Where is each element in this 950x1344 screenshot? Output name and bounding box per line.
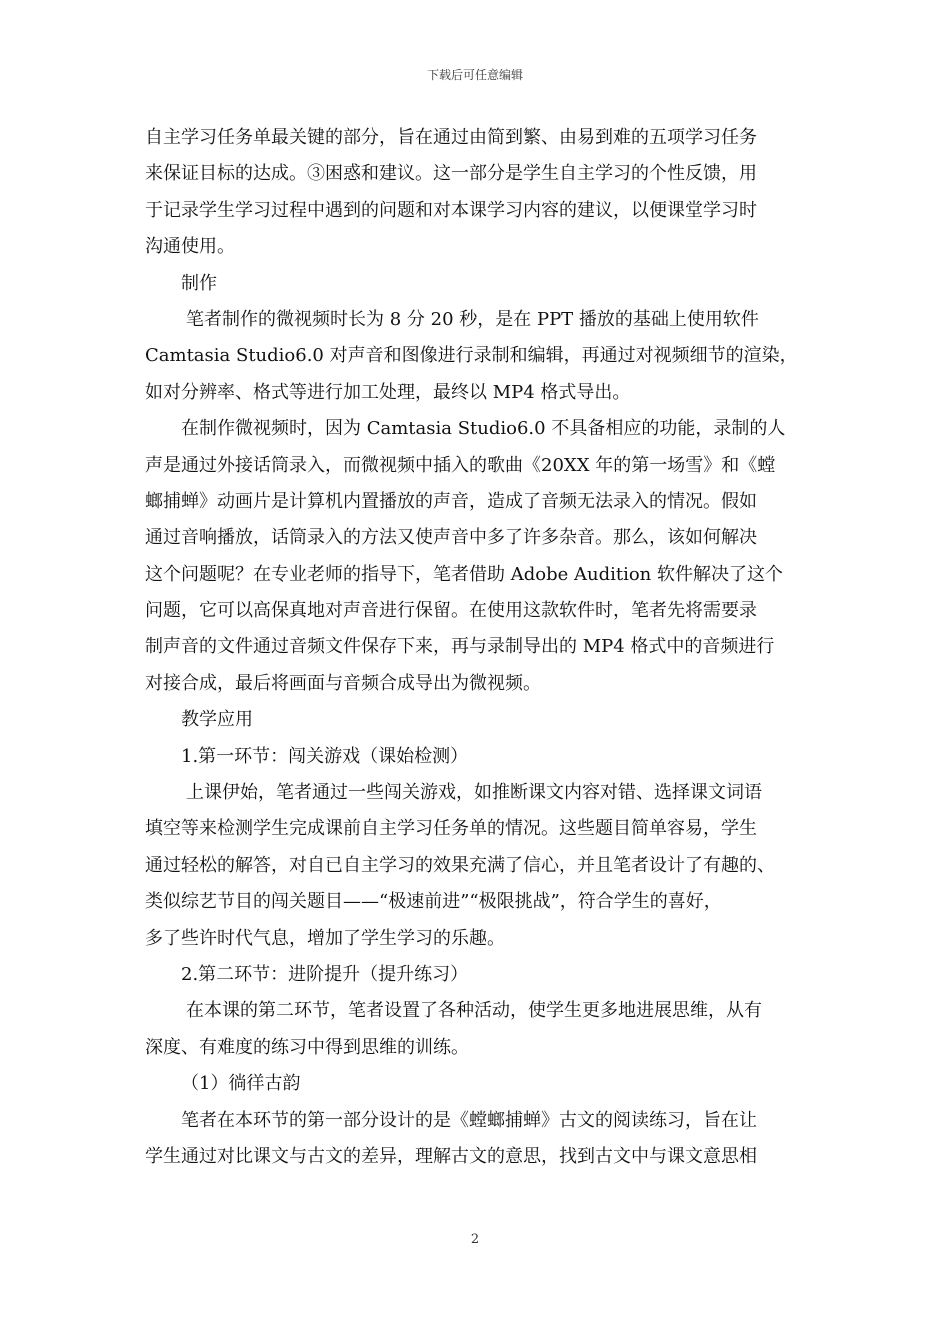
paragraph-line: 通过音响播放，话筒录入的方法又使声音中多了许多杂音。那么，该如何解决 [145, 527, 757, 549]
paragraph-line: 自主学习任务单最关键的部分，旨在通过由简到繁、由易到难的五项学习任务 [145, 127, 757, 148]
document-body [145, 120, 807, 1175]
paragraph-line: 通过轻松的解答，对自已自主学习的效果充满了信心，并且笔者设计了有趣的、 [145, 854, 775, 876]
paragraph-line: 对接合成，最后将画面与音频合成导出为微视频。 [145, 672, 541, 694]
paragraph-line: 笔者在本环节的第一部分设计的是《螳螂捕蝉》古文的阅读练习，旨在让 [181, 1109, 757, 1131]
section-heading-production: 制作 [181, 272, 217, 294]
section-heading-teaching: 教学应用 [181, 709, 253, 731]
subsection-heading-2-1: （1）徜徉古韵 [181, 1073, 301, 1095]
paragraph-line: 来保证目标的达成。③困惑和建议。这一部分是学生自主学习的个性反馈，用 [145, 163, 757, 185]
paragraph-line: 这个问题呢？在专业老师的指导下，笔者借助 Adobe Audition 软件解决了这个 [145, 563, 783, 585]
paragraph-line: Camtasia Studio6.0 对声音和图像进行录制和编辑，再通过对视频细节的渲染， [145, 345, 798, 367]
paragraph-line: 多了些许时代气息，增加了学生学习的乐趣。 [145, 927, 505, 949]
paragraph-line: 问题，它可以高保真地对声音进行保留。在使用这款软件时，笔者先将需要录 [145, 600, 757, 622]
paragraph-line: 制声音的文件通过音频文件保存下来，再与录制导出的 MP4 格式中的音频进行 [145, 636, 775, 658]
paragraph-line: 填空等来检测学生完成课前自主学习任务单的情况。这些题目简单容易，学生 [145, 818, 757, 840]
paragraph-line: 声是通过外接话筒录入，而微视频中插入的歌曲《20XX 年的第一场雪》和《螳 [145, 454, 776, 476]
page-number: 2 [470, 1232, 480, 1247]
paragraph-line: 于记录学生学习过程中遇到的问题和对本课学习内容的建议，以便课堂学习时 [145, 199, 757, 221]
paragraph-line: 螂捕蝉》动画片是计算机内置播放的声音，造成了音频无法录入的情况。假如 [145, 490, 757, 512]
paragraph-line: 学生通过对比课文与古文的差异，理解古文的意思，找到古文中与课文意思相 [145, 1145, 757, 1167]
paragraph-line: 上课伊始，笔者通过一些闯关游戏，如推断课文内容对错、选择课文词语 [186, 782, 762, 804]
page-header: 下载后可任意编辑 [426, 68, 523, 82]
subsection-heading-2: 2.第二环节：进阶提升（提升练习） [181, 963, 469, 985]
paragraph-line: 笔者制作的微视频时长为 8 分 20 秒，是在 PPT 播放的基础上使用软件 [186, 308, 759, 330]
subsection-heading-1: 1.第一环节：闯关游戏（课始检测） [181, 745, 469, 767]
paragraph-line: 在制作微视频时，因为 Camtasia Studio6.0 不具备相应的功能，录制的人 [181, 418, 786, 440]
paragraph-line: 如对分辨率、格式等进行加工处理，最终以 MP4 格式导出。 [145, 381, 631, 403]
paragraph-line: 类似综艺节目的闯关题目——“极速前进”“极限挑战”，符合学生的喜好， [145, 891, 722, 913]
paragraph-line: 深度、有难度的练习中得到思维的训练。 [145, 1036, 469, 1058]
paragraph-line: 沟通使用。 [145, 236, 235, 258]
paragraph-line: 在本课的第二环节，笔者设置了各种活动，使学生更多地进展思维，从有 [186, 1000, 762, 1022]
